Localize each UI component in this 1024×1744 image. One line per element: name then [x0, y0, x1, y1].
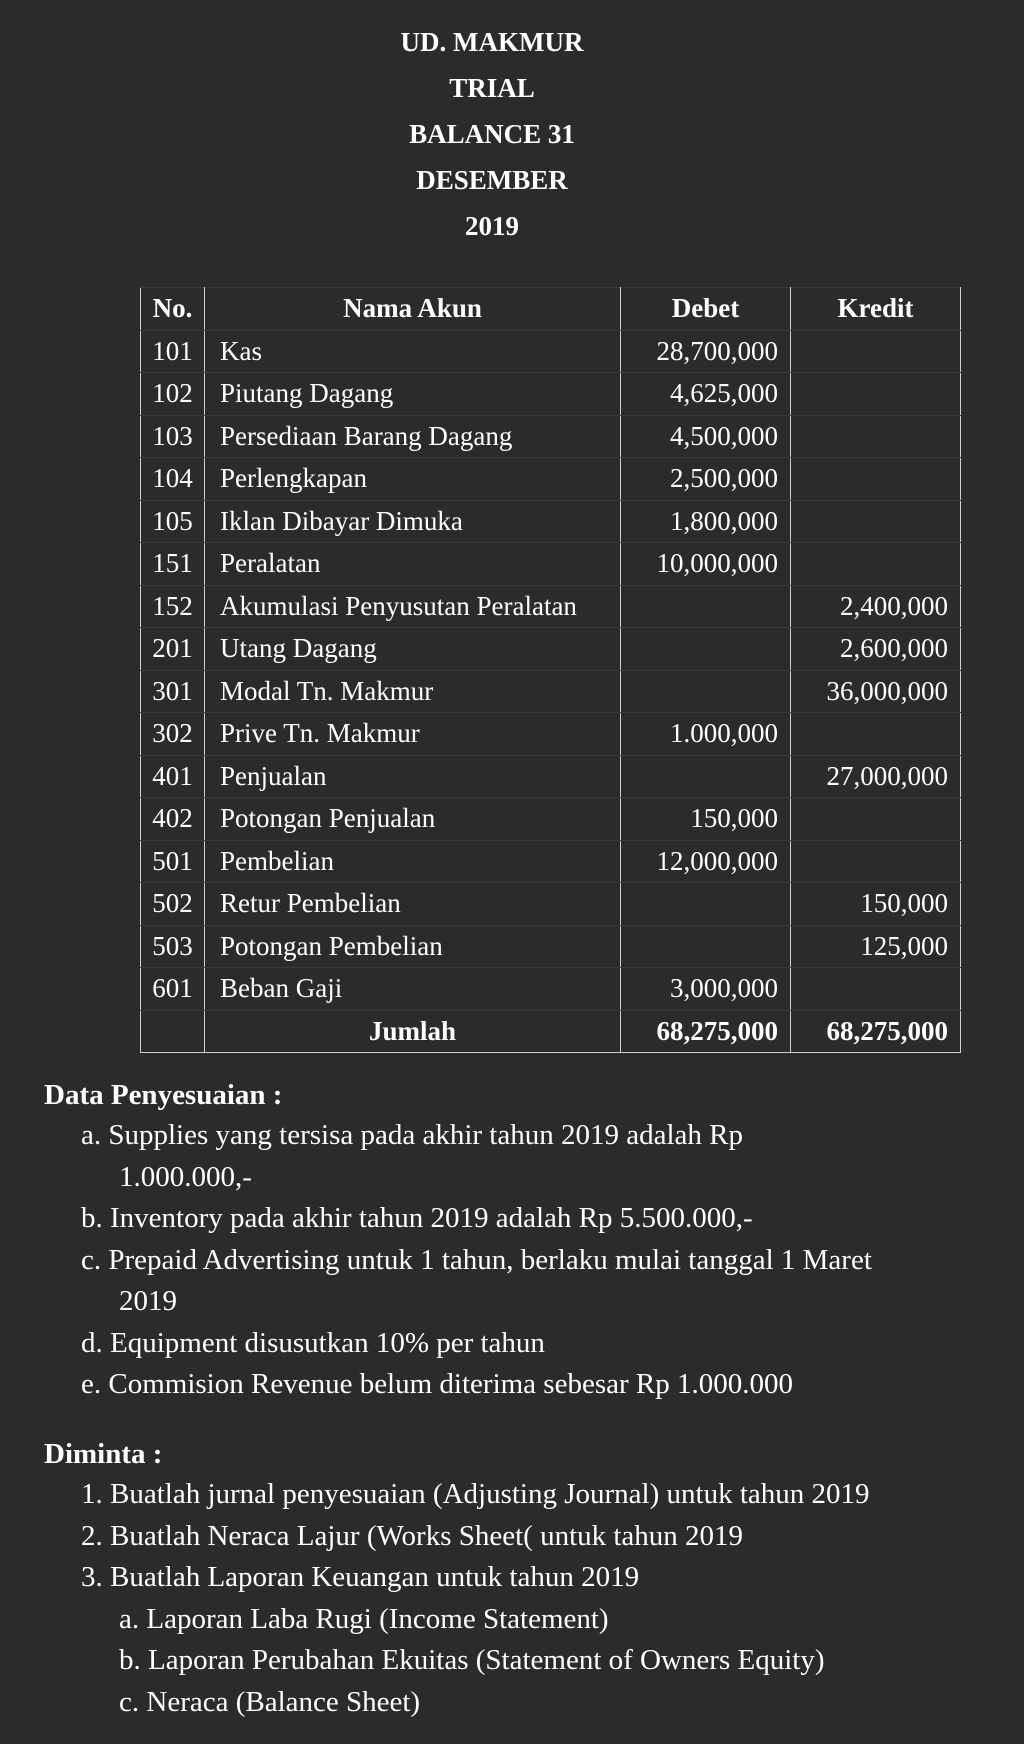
account-name: Potongan Pembelian [205, 925, 621, 968]
list-marker: 3. [81, 1561, 103, 1593]
table-header-row [141, 288, 961, 331]
table-row [141, 713, 961, 756]
total-label: Jumlah [205, 1010, 621, 1053]
debet-value [621, 628, 791, 671]
kredit-value [791, 458, 961, 501]
debet-value [621, 925, 791, 968]
account-number: 301 [141, 670, 205, 713]
account-number: 102 [141, 373, 205, 416]
account-name: Iklan Dibayar Dimuka [205, 500, 621, 543]
account-number: 302 [141, 713, 205, 756]
account-number: 103 [141, 415, 205, 458]
adjustment-item-line [44, 1115, 872, 1157]
table-row [141, 798, 961, 841]
kredit-value: 125,000 [791, 925, 961, 968]
tasks-section [44, 1434, 870, 1723]
column-header-debet: Debet [621, 288, 791, 331]
column-header-no: No. [141, 288, 205, 331]
list-marker: c. [119, 1685, 140, 1718]
account-name: Kas [205, 330, 621, 373]
kredit-value [791, 840, 961, 883]
task-subitem-text: Laporan Laba Rugi (Income Statement) [146, 1602, 609, 1635]
list-marker: a. [81, 1119, 102, 1151]
debet-value [621, 585, 791, 628]
adjustment-text: Equipment disusutkan 10% per tahun [110, 1326, 545, 1359]
account-name: Pembelian [205, 840, 621, 883]
task-text: Buatlah Laporan Keuangan untuk tahun 2019 [110, 1561, 640, 1593]
account-number: 401 [141, 755, 205, 798]
task-item [44, 1474, 870, 1516]
title-line: 2019 [465, 211, 519, 241]
total-row [141, 1010, 961, 1053]
adjustment-text: Commision Revenue belum diterima sebesar Rp 1.000.000 [108, 1368, 793, 1400]
table-row [141, 628, 961, 671]
kredit-value [791, 798, 961, 841]
table-row [141, 670, 961, 713]
list-marker: c. [81, 1243, 102, 1276]
account-name: Potongan Penjualan [205, 798, 621, 841]
total-debet: 68,275,000 [621, 1010, 791, 1053]
list-marker: 2. [81, 1519, 103, 1552]
list-marker: e. [81, 1368, 102, 1400]
list-marker: 1. [81, 1478, 103, 1510]
account-number: 601 [141, 968, 205, 1011]
account-name: Prive Tn. Makmur [205, 713, 621, 756]
account-number: 152 [141, 585, 205, 628]
table-row [141, 500, 961, 543]
table-row [141, 585, 961, 628]
kredit-value [791, 415, 961, 458]
debet-value [621, 670, 791, 713]
table-row [141, 755, 961, 798]
debet-value: 1,800,000 [621, 500, 791, 543]
adjustment-text: Inventory pada akhir tahun 2019 adalah Rp 5.500.000,- [110, 1202, 753, 1234]
table-row [141, 330, 961, 373]
account-name: Beban Gaji [205, 968, 621, 1011]
tasks-heading: Diminta : [44, 1438, 163, 1470]
adjustment-item-line [44, 1198, 872, 1240]
title-line: TRIAL [449, 73, 535, 103]
account-number: 201 [141, 628, 205, 671]
kredit-value: 36,000,000 [791, 670, 961, 713]
task-subitem [44, 1640, 870, 1682]
adjustment-text: Prepaid Advertising untuk 1 tahun, berlaku mulai tanggal 1 Maret [108, 1243, 872, 1276]
kredit-value: 150,000 [791, 883, 961, 926]
adjustment-data-section [44, 1075, 872, 1406]
task-item [44, 1557, 870, 1599]
adjustment-item-line: 1.000.000,- [119, 1160, 252, 1193]
task-text: Buatlah Neraca Lajur (Works Sheet( untuk tahun 2019 [110, 1519, 744, 1552]
account-number: 104 [141, 458, 205, 501]
column-header-kredit: Kredit [791, 288, 961, 331]
account-name: Retur Pembelian [205, 883, 621, 926]
title-line: BALANCE 31 [409, 119, 575, 149]
total-no-cell [141, 1010, 205, 1053]
debet-value: 12,000,000 [621, 840, 791, 883]
kredit-value [791, 713, 961, 756]
list-marker: d. [81, 1326, 103, 1359]
task-text: Buatlah jurnal penyesuaian (Adjusting Journal) untuk tahun 2019 [110, 1478, 870, 1510]
kredit-value [791, 500, 961, 543]
list-marker: a. [119, 1602, 140, 1635]
account-name: Persediaan Barang Dagang [205, 415, 621, 458]
kredit-value: 27,000,000 [791, 755, 961, 798]
table-row [141, 925, 961, 968]
kredit-value: 2,600,000 [791, 628, 961, 671]
task-subitem [44, 1682, 870, 1724]
adjustment-item-line [44, 1240, 872, 1282]
account-number: 105 [141, 500, 205, 543]
account-number: 502 [141, 883, 205, 926]
table-body [141, 330, 961, 1053]
task-item [44, 1516, 870, 1558]
account-name: Perlengkapan [205, 458, 621, 501]
table-row [141, 458, 961, 501]
task-subitem [44, 1599, 870, 1641]
list-marker: b. [81, 1202, 103, 1234]
table-row [141, 415, 961, 458]
kredit-value [791, 968, 961, 1011]
task-subitem-text: Neraca (Balance Sheet) [146, 1685, 421, 1718]
kredit-value: 2,400,000 [791, 585, 961, 628]
table-row [141, 883, 961, 926]
debet-value: 10,000,000 [621, 543, 791, 586]
column-header-nama-akun: Nama Akun [205, 288, 621, 331]
total-kredit: 68,275,000 [791, 1010, 961, 1053]
adjustment-item-line [44, 1364, 872, 1406]
account-number: 402 [141, 798, 205, 841]
adjustment-item-line [44, 1323, 872, 1365]
table-row [141, 968, 961, 1011]
account-number: 101 [141, 330, 205, 373]
kredit-value [791, 373, 961, 416]
debet-value: 1.000,000 [621, 713, 791, 756]
debet-value: 2,500,000 [621, 458, 791, 501]
adjustment-text: Supplies yang tersisa pada akhir tahun 2019 adalah Rp [108, 1119, 744, 1151]
debet-value [621, 883, 791, 926]
table-row [141, 840, 961, 883]
debet-value: 150,000 [621, 798, 791, 841]
kredit-value [791, 330, 961, 373]
account-name: Utang Dagang [205, 628, 621, 671]
account-name: Piutang Dagang [205, 373, 621, 416]
list-marker: b. [119, 1644, 141, 1676]
debet-value: 4,500,000 [621, 415, 791, 458]
kredit-value [791, 543, 961, 586]
task-subitem-text: Laporan Perubahan Ekuitas (Statement of Owners Equity) [148, 1644, 825, 1676]
table-row [141, 543, 961, 586]
adjustment-item-line: 2019 [119, 1285, 177, 1317]
title-line: UD. MAKMUR [400, 27, 584, 57]
account-number: 503 [141, 925, 205, 968]
debet-value: 28,700,000 [621, 330, 791, 373]
document-title [392, 19, 592, 249]
adjustment-heading: Data Penyesuaian : [44, 1079, 283, 1111]
task-list [44, 1474, 870, 1723]
trial-balance-table [140, 287, 961, 1053]
title-line: DESEMBER [416, 165, 568, 195]
account-name: Peralatan [205, 543, 621, 586]
table-row [141, 373, 961, 416]
account-number: 151 [141, 543, 205, 586]
account-name: Modal Tn. Makmur [205, 670, 621, 713]
adjustment-list [44, 1115, 872, 1406]
account-name: Akumulasi Penyusutan Peralatan [205, 585, 621, 628]
debet-value [621, 755, 791, 798]
debet-value: 3,000,000 [621, 968, 791, 1011]
account-name: Penjualan [205, 755, 621, 798]
account-number: 501 [141, 840, 205, 883]
debet-value: 4,625,000 [621, 373, 791, 416]
